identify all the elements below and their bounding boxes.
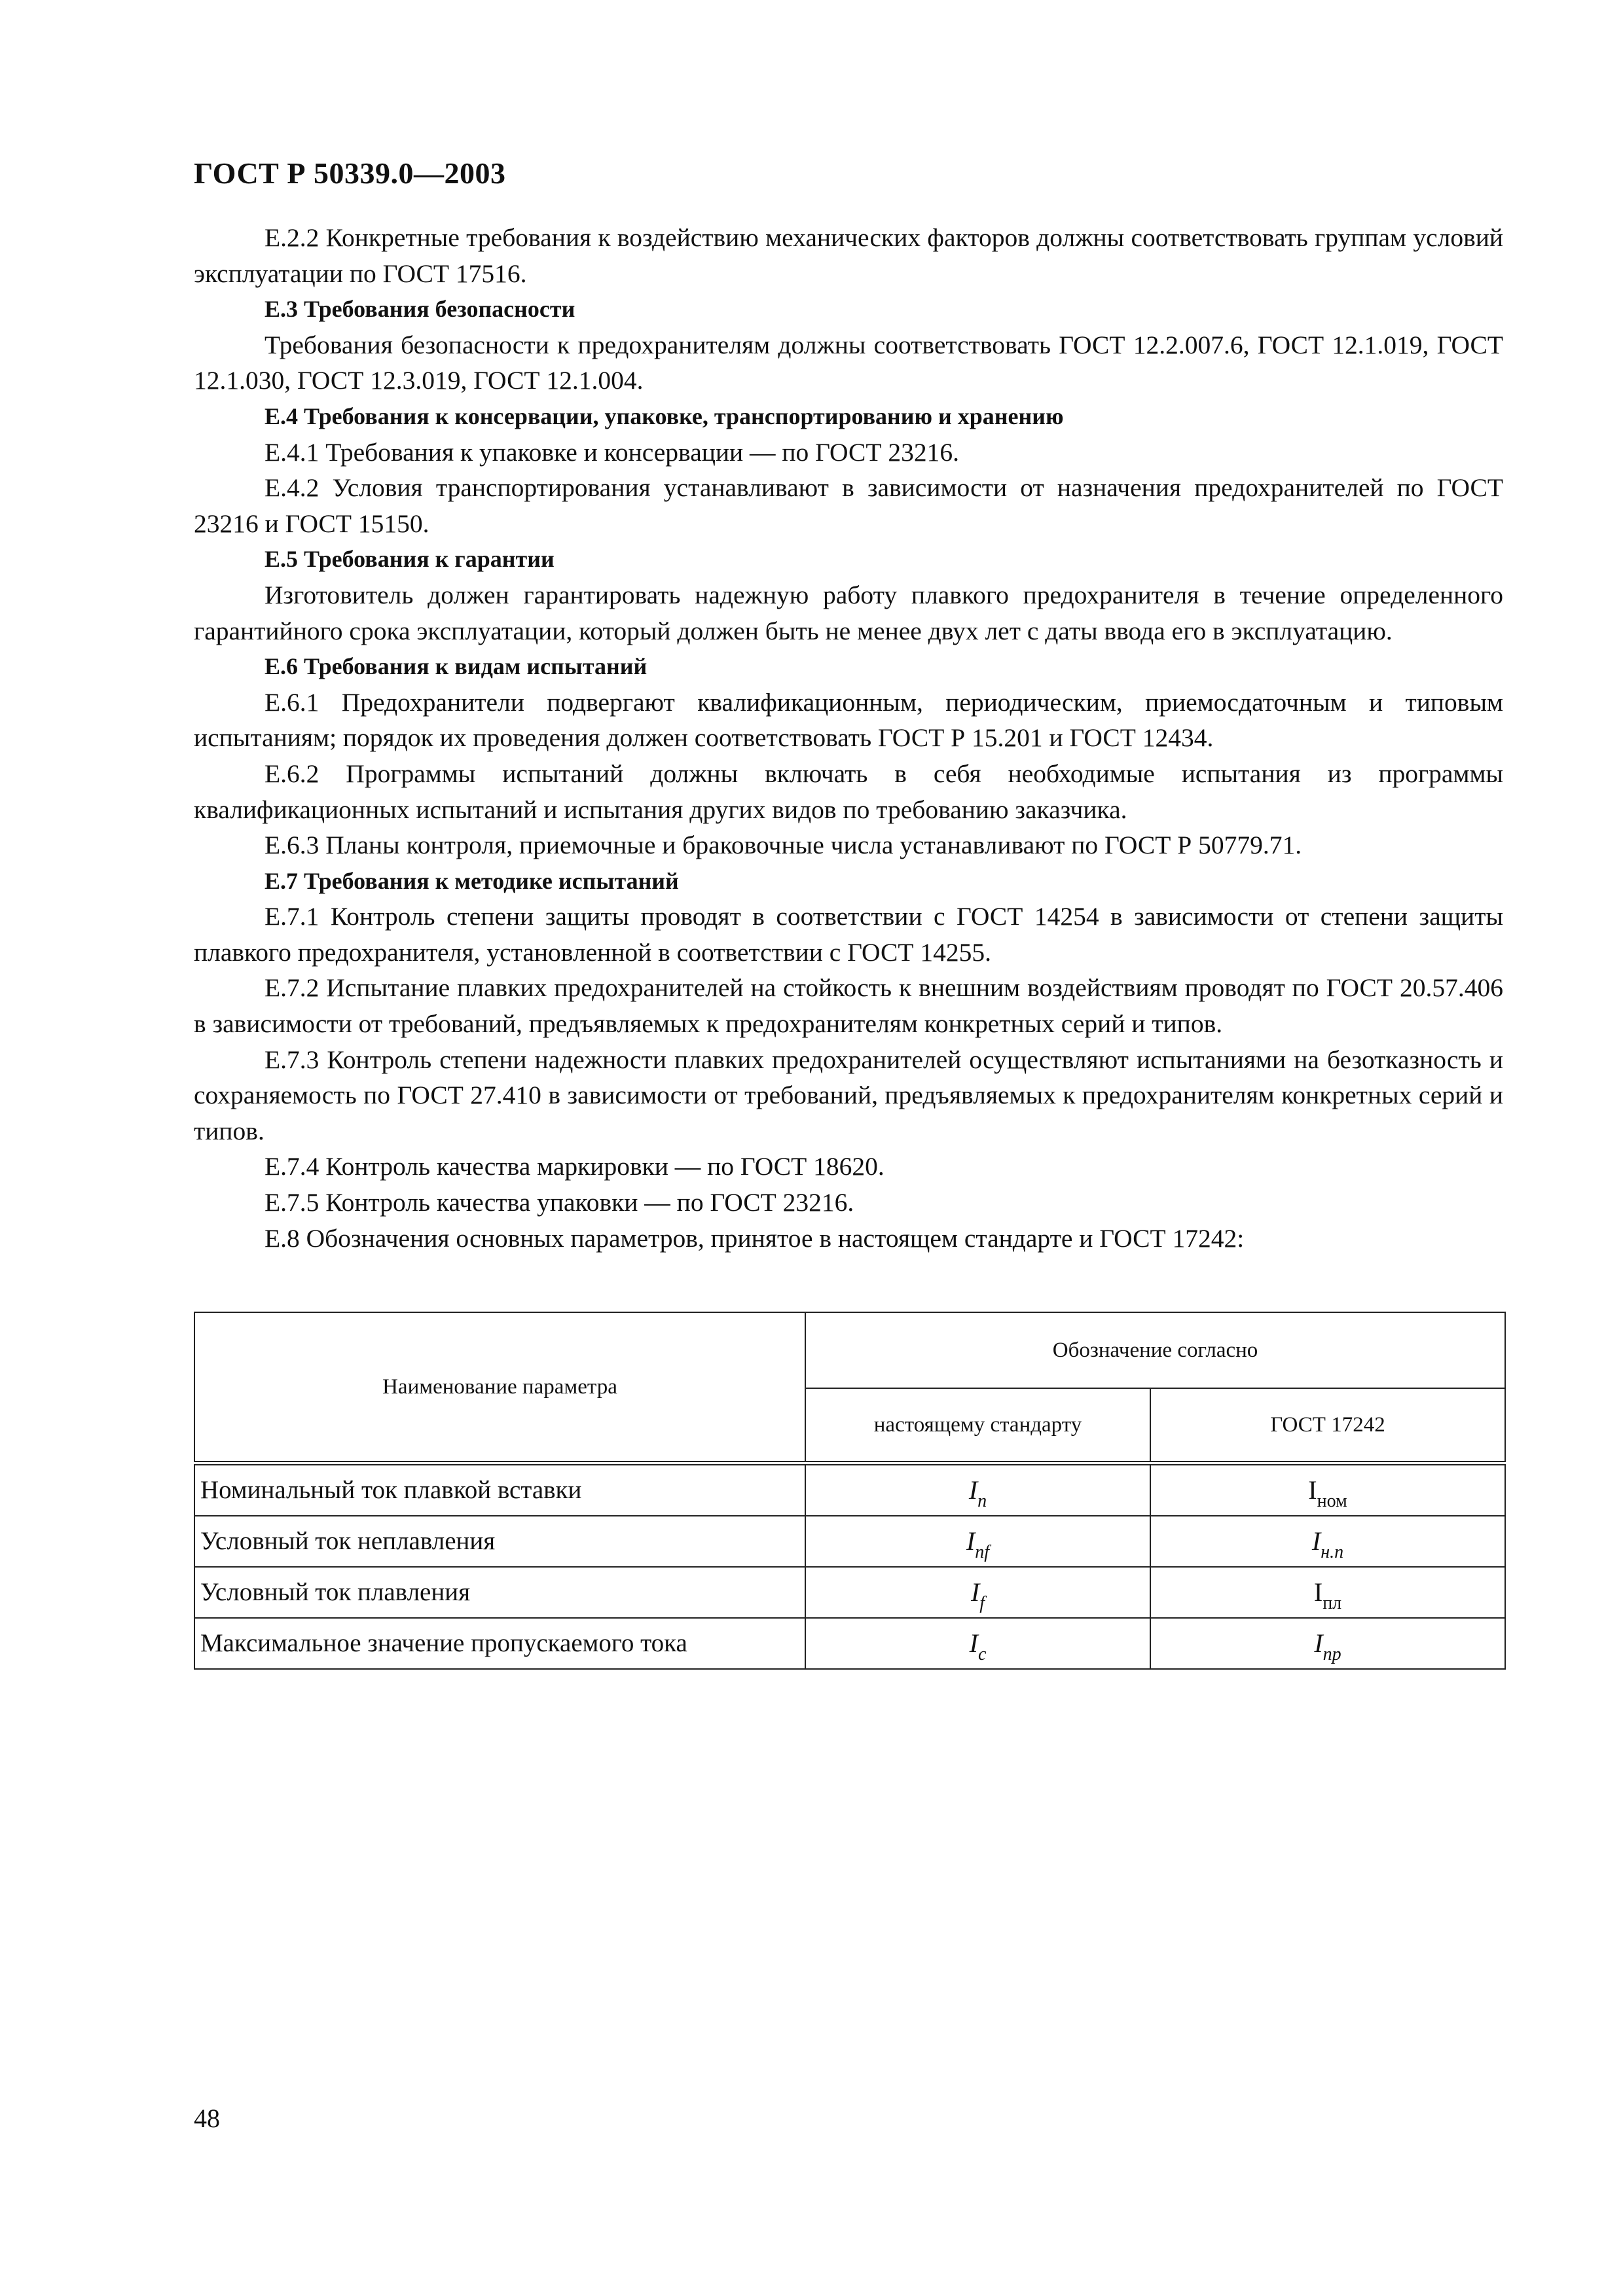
paragraph-e-2-2: Е.2.2 Конкретные требования к воздействию механических факторов должны соответствовать группам условий эксплуатации по ГОСТ 17516.	[194, 223, 1503, 288]
symbol-gost-17242-cell: $I_{пр}$	[1150, 1618, 1505, 1669]
section-heading-e-7: Е.7 Требования к методике испытаний	[264, 867, 679, 894]
paragraph-e-7-1: Е.7.1 Контроль степени защиты проводят в соответствии с ГОСТ 14254 в зависимости от степени защиты плавкого предохранителя, установленной в соответствии с ГОСТ 14255.	[194, 902, 1503, 967]
table-header-gost-17242: ГОСТ 17242	[1150, 1388, 1505, 1463]
parameter-name-cell: Номинальный ток плавкой вставки	[194, 1463, 805, 1516]
parameter-name-cell: Условный ток неплавления	[194, 1516, 805, 1567]
parameter-name-cell: Условный ток плавления	[194, 1567, 805, 1618]
paragraph-e-7-4: Е.7.4 Контроль качества маркировки — по ГОСТ 18620.	[264, 1152, 884, 1181]
symbol-this-standard-cell: $I_c$	[805, 1618, 1150, 1669]
table-header-this-standard: настоящему стандарту	[805, 1388, 1150, 1463]
paragraph-e-5-text: Изготовитель должен гарантировать надежную работу плавкого предохранителя в течение определенного гарантийного срока эксплуатации, который должен быть не менее двух лет с даты ввода его в эксплуатацию.	[194, 580, 1503, 645]
paragraph-e-4-2: Е.4.2 Условия транспортирования устанавливают в зависимости от назначения предохранителей по ГОСТ 23216 и ГОСТ 15150.	[194, 473, 1503, 538]
page-header-title: ГОСТ Р 50339.0—2003	[194, 156, 506, 190]
paragraph-e-6-2: Е.6.2 Программы испытаний должны включать в себя необходимые испытания из программы квалификационных испытаний и испытания других видов по требованию заказчика.	[194, 759, 1503, 824]
parameters-table	[194, 1312, 1506, 1670]
page-number: 48	[194, 2104, 220, 2133]
section-heading-e-3: Е.3 Требования безопасности	[264, 296, 575, 323]
section-heading-e-6: Е.6 Требования к видам испытаний	[264, 653, 647, 680]
paragraph-e-7-5: Е.7.5 Контроль качества упаковки — по ГОСТ 23216.	[264, 1188, 854, 1217]
table-row	[194, 1463, 1505, 1516]
paragraph-e-8: Е.8 Обозначения основных параметров, принятое в настоящем стандарте и ГОСТ 17242:	[264, 1223, 1245, 1253]
parameter-name-cell: Максимальное значение пропускаемого тока	[194, 1618, 805, 1669]
table-header-designation-group: Обозначение согласно	[805, 1312, 1505, 1388]
table-row	[194, 1618, 1505, 1669]
symbol-gost-17242-cell: $I_{н.п}$	[1150, 1516, 1505, 1567]
symbol-gost-17242-cell: $I_{ном}$	[1150, 1463, 1505, 1516]
table-header-parameter-name: Наименование параметра	[194, 1312, 805, 1463]
paragraph-e-6-3: Е.6.3 Планы контроля, приемочные и браковочные числа устанавливают по ГОСТ Р 50779.71.	[264, 831, 1302, 860]
section-heading-e-5: Е.5 Требования к гарантии	[264, 546, 555, 573]
table-row	[194, 1516, 1505, 1567]
paragraph-e-4-1: Е.4.1 Требования к упаковке и консервации — по ГОСТ 23216.	[264, 437, 959, 467]
paragraph-e-7-3: Е.7.3 Контроль степени надежности плавких предохранителей осуществляют испытаниями на безотказность и сохраняемость по ГОСТ 27.410 в зависимости от требований, предъявляемых к предохранителям конкретных серий и типов.	[194, 1045, 1503, 1145]
section-heading-e-4: Е.4 Требования к консервации, упаковке, транспортированию и хранению	[264, 403, 1064, 429]
symbol-this-standard-cell: $I_f$	[805, 1567, 1150, 1618]
paragraph-e-7-2: Е.7.2 Испытание плавких предохранителей на стойкость к внешним воздействиям проводят по ГОСТ 20.57.406 в зависимости от требований, предъявляемых к предохранителям конкретных серий и типов.	[194, 973, 1503, 1039]
table-row	[194, 1567, 1505, 1618]
document-body	[194, 220, 1503, 1256]
paragraph-e-6-1: Е.6.1 Предохранители подвергают квалификационным, периодическим, приемосдаточным и типовым испытаниям; порядок их проведения должен соответствовать ГОСТ Р 15.201 и ГОСТ 12434.	[194, 687, 1503, 753]
paragraph-e-3-text: Требования безопасности к предохранителям должны соответствовать ГОСТ 12.2.007.6, ГОСТ 12.1.019, ГОСТ 12.1.030, ГОСТ 12.3.019, ГОСТ 12.1.004.	[194, 330, 1503, 395]
symbol-this-standard-cell: $I_{nf}$	[805, 1516, 1150, 1567]
symbol-this-standard-cell: $I_n$	[805, 1463, 1150, 1516]
symbol-gost-17242-cell: $I_{пл}$	[1150, 1567, 1505, 1618]
